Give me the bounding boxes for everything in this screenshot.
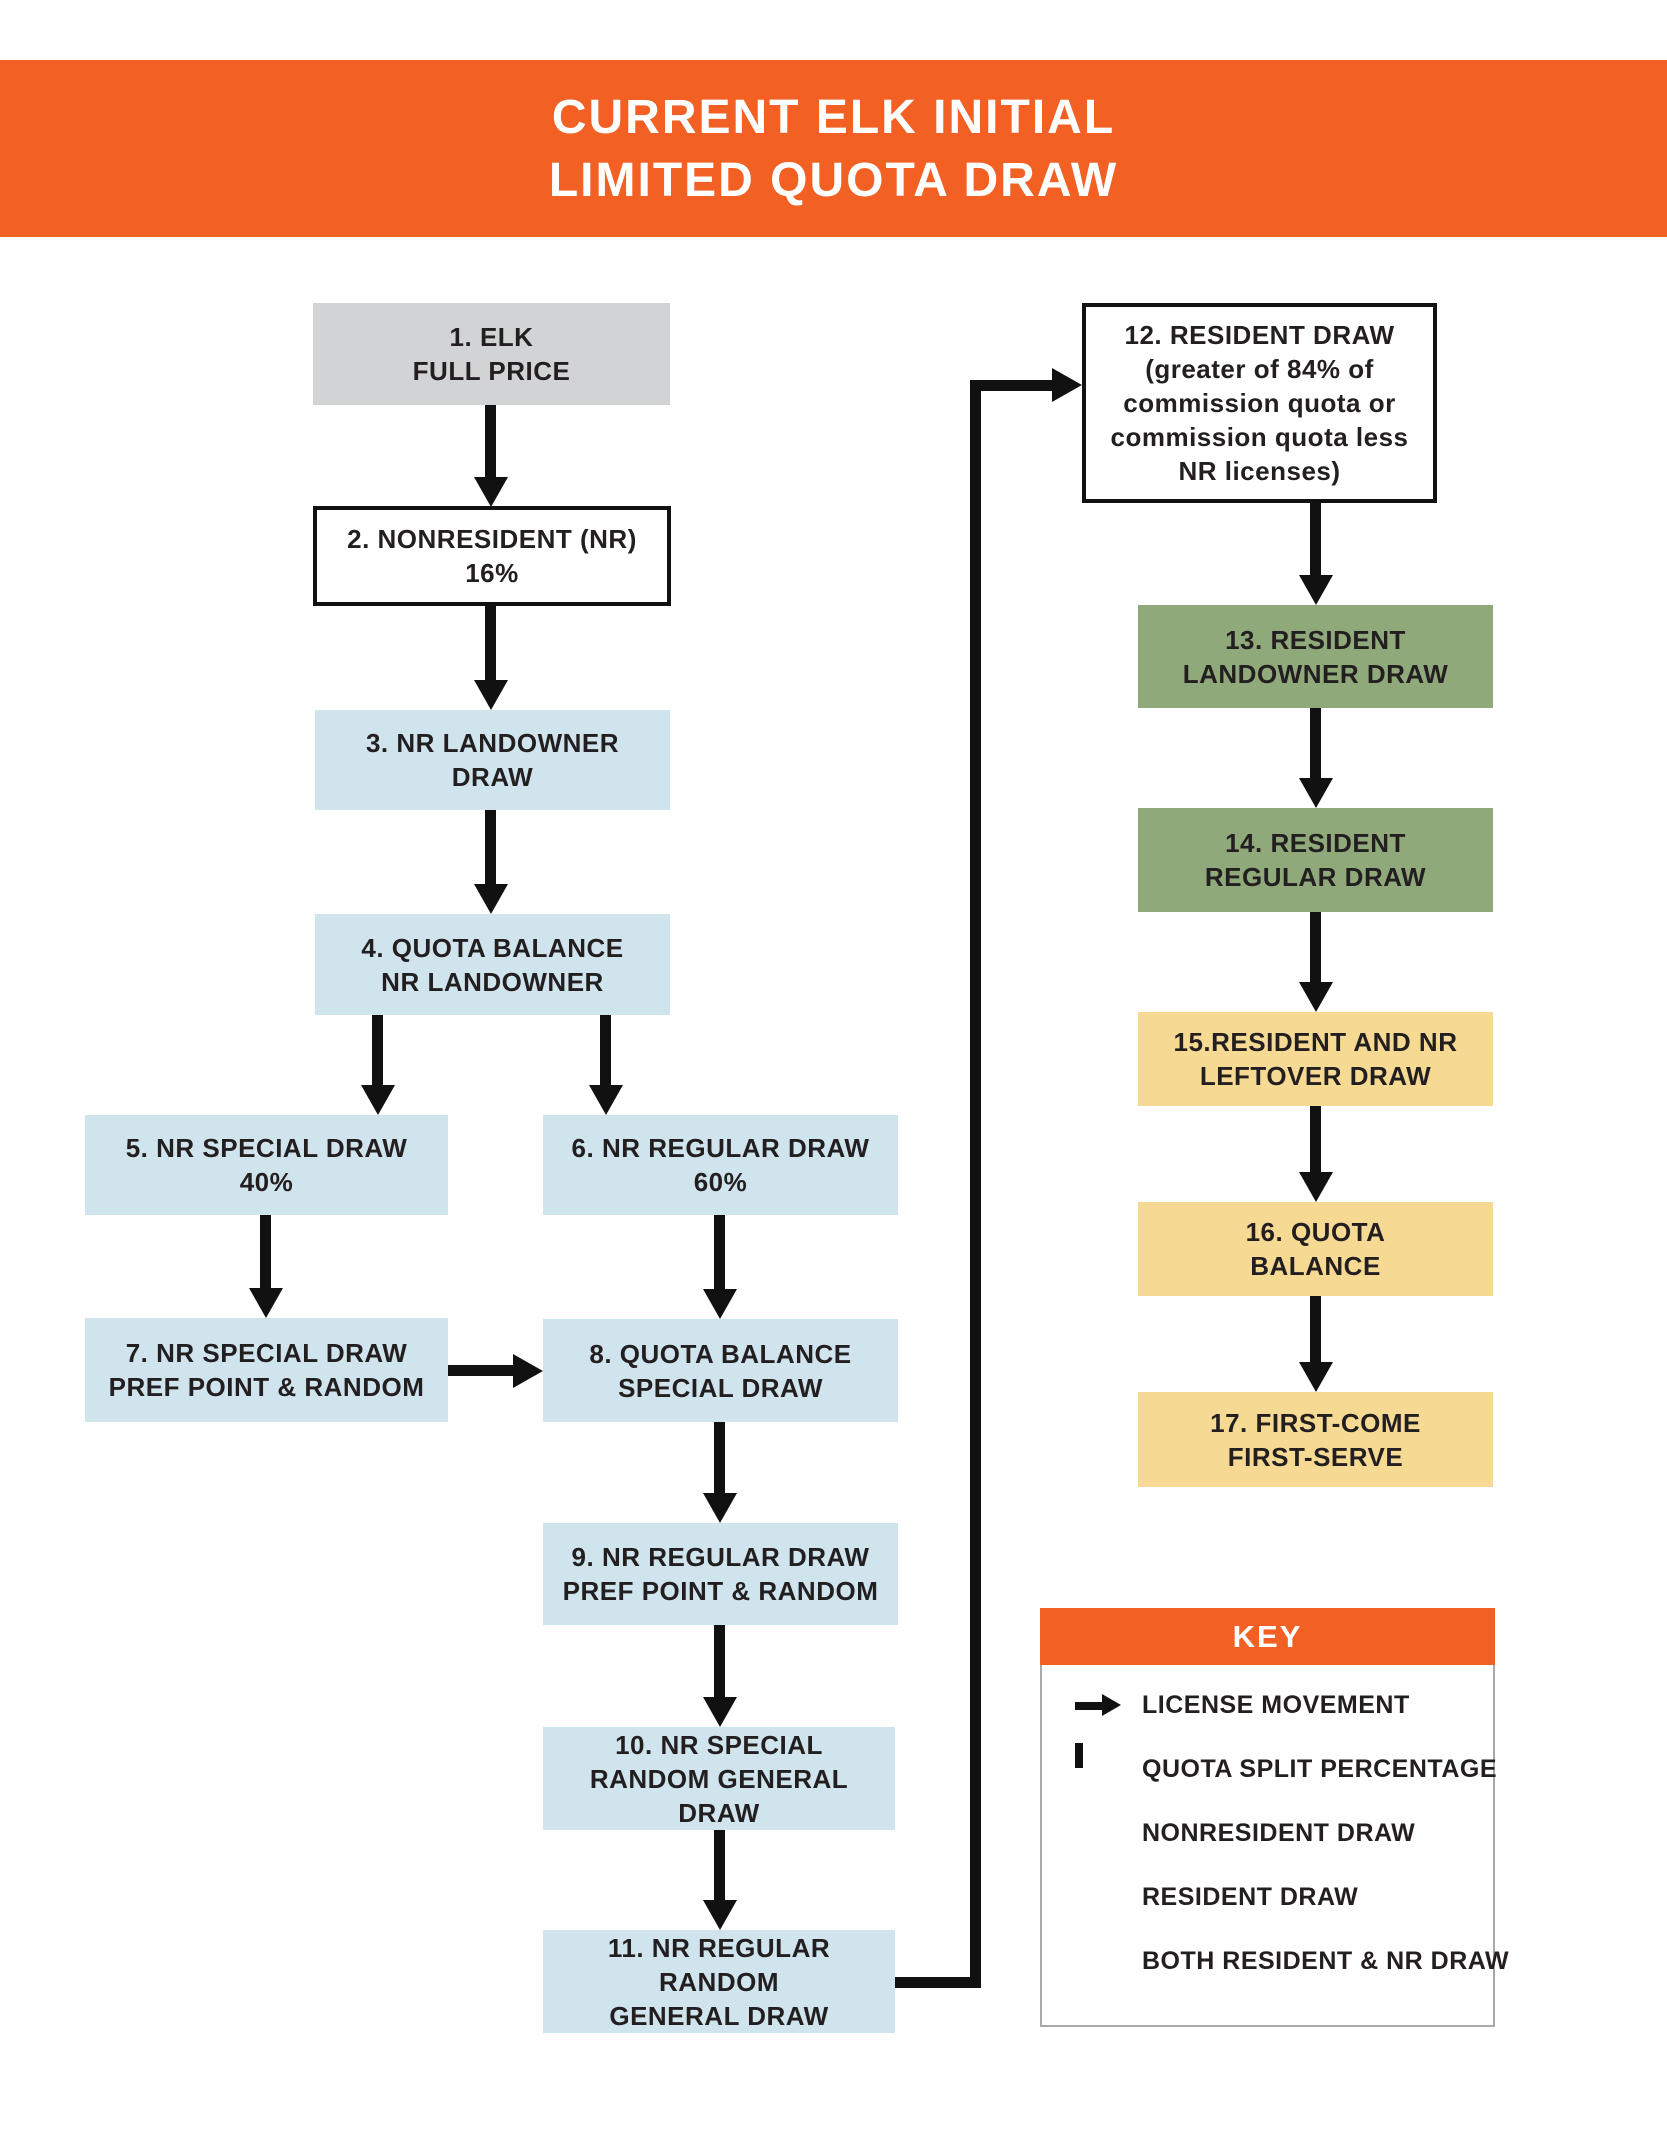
flow-box-17-line1: 17. FIRST-COME [1210,1407,1421,1438]
flow-box-16-line1: 16. QUOTA [1245,1217,1386,1247]
flow-box-11-line2: RANDOM [659,1966,779,1997]
arrow-down-icon-box14-box15 [1299,912,1333,1012]
flow-box-12-line4: commission quota less [1110,422,1409,452]
arrow-down-icon-box8-box9 [703,1422,737,1523]
flow-box-2-nonresident [313,506,671,606]
flow-box-12-line2: (greater of 84% of [1145,354,1374,384]
flow-box-15-resident-nr-leftover-draw [1138,1012,1493,1106]
flow-box-12-line5: NR licenses) [1178,456,1341,486]
legend-label: QUOTA SPLIT PERCENTAGE [1142,1754,1497,1783]
legend-item-quota-split [1075,1737,1497,1801]
flow-box-6-line1: 6. NR REGULAR DRAW [571,1133,870,1163]
flow-box-6-line2: 60% [693,1167,748,1197]
flow-box-14-line2: REGULAR DRAW [1204,862,1427,892]
flow-box-4-quota-balance-nr-landowner [315,914,670,1015]
legend-title: KEY [1040,1608,1495,1665]
flow-box-10-line3: DRAW [678,1797,760,1828]
arrow-down-icon-box6-box8 [703,1215,737,1319]
arrow-right-icon-into-box12 [1052,368,1082,402]
flow-box-10-line1: 10. NR SPECIAL [615,1729,823,1760]
arrow-down-icon-box16-box17 [1299,1296,1333,1392]
arrow-down-icon-box13-box14 [1299,708,1333,808]
flow-box-14-resident-regular-draw [1138,808,1493,912]
legend-item-nonresident-draw [1075,1801,1489,1865]
flow-box-1-line1: 1. ELK [449,322,534,352]
flow-box-7-nr-special-pref-point [85,1318,448,1422]
connector-box11-top-segment [970,380,1052,391]
flow-box-17-line2: FIRST-SERVE [1227,1441,1404,1472]
flow-box-3-line2: DRAW [451,762,534,792]
white-square-swatch-icon [1075,1743,1083,1768]
flow-box-3-line1: 3. NR LANDOWNER [365,728,620,758]
page-title-line1: CURRENT ELK INITIAL [551,90,1116,144]
legend-item-both-draw [1075,1929,1510,1993]
arrow-down-icon-box1-box2 [474,405,508,507]
flow-box-9-line1: 9. NR REGULAR DRAW [571,1542,870,1572]
flow-box-7-line2: PREF POINT & RANDOM [108,1372,425,1402]
arrow-down-icon-box12-box13 [1299,503,1333,605]
legend-body [1040,1665,1510,2027]
flow-box-9-line2: PREF POINT & RANDOM [562,1576,879,1606]
flow-box-1-elk-full-price [313,303,670,405]
arrow-right-icon [1075,1683,1120,1728]
flow-box-2-line1: 2. NONRESIDENT (NR) [347,524,637,554]
arrow-down-icon-box5-box7 [249,1215,283,1318]
arrow-down-icon-box15-box16 [1299,1106,1333,1202]
page-title-line2: LIMITED QUOTA DRAW [548,153,1119,207]
flow-box-6-nr-regular-draw [543,1115,898,1215]
flow-box-12-line3: commission quota or [1123,388,1396,418]
flow-box-2-line2: 16% [465,558,519,588]
flow-box-5-line1: 5. NR SPECIAL DRAW [125,1133,408,1163]
legend-label: LICENSE MOVEMENT [1142,1690,1410,1719]
flow-box-8-line1: 8. QUOTA BALANCE [589,1338,852,1369]
flow-box-16-quota-balance [1138,1202,1493,1296]
legend-label: BOTH RESIDENT & NR DRAW [1142,1946,1510,1975]
flow-box-13-line1: 13. RESIDENT [1225,624,1406,655]
arrow-down-icon-box10-box11 [703,1830,737,1930]
flow-box-1-line2: FULL PRICE [412,356,571,386]
flow-box-15-line2: LEFTOVER DRAW [1199,1061,1432,1091]
legend [1040,1608,1510,2027]
flow-box-8-line2: SPECIAL DRAW [618,1372,823,1403]
connector-box11-vertical-segment [970,380,981,1988]
flow-box-13-resident-landowner-draw [1138,605,1493,708]
arrow-down-icon-box9-box10 [703,1625,737,1727]
flow-box-9-nr-regular-pref-point [543,1523,898,1625]
flow-box-11-line1: 11. NR REGULAR [607,1932,831,1963]
flow-box-7-line1: 7. NR SPECIAL DRAW [125,1338,408,1368]
connector-box11-bottom-segment [895,1977,981,1988]
legend-item-resident-draw [1075,1865,1489,1929]
title-banner [0,60,1667,237]
flow-box-13-line2: LANDOWNER DRAW [1182,658,1449,689]
flow-box-12-line1: 12. RESIDENT DRAW [1124,320,1395,350]
flow-box-5-line2: 40% [239,1167,294,1197]
flow-box-17-first-come-first-serve [1138,1392,1493,1487]
flow-box-11-nr-regular-random-general [543,1930,895,2033]
flow-box-12-resident-draw [1082,303,1437,503]
arrow-right-icon-box7-box8 [448,1354,543,1388]
arrow-down-icon-box2-box3 [474,606,508,710]
flow-box-4-line2: NR LANDOWNER [381,966,604,997]
flow-box-3-nr-landowner-draw [315,710,670,810]
flow-box-16-line2: BALANCE [1250,1251,1381,1281]
flow-box-11-line3: GENERAL DRAW [609,2000,829,2031]
legend-item-license-movement [1075,1673,1489,1737]
legend-label: RESIDENT DRAW [1142,1882,1359,1911]
arrow-down-icon-box4-box5 [361,1015,395,1115]
flow-box-5-nr-special-draw [85,1115,448,1215]
arrow-down-icon-box4-box6 [589,1015,623,1115]
arrow-down-icon-box3-box4 [474,810,508,914]
flow-box-14-line1: 14. RESIDENT [1225,828,1406,858]
flow-box-4-line1: 4. QUOTA BALANCE [361,932,624,963]
legend-label: NONRESIDENT DRAW [1142,1818,1416,1847]
flow-box-15-line1: 15.RESIDENT AND NR [1173,1027,1458,1057]
flow-box-10-nr-special-random-general [543,1727,895,1830]
flow-box-8-quota-balance-special-draw [543,1319,898,1422]
flow-box-10-line2: RANDOM GENERAL [589,1763,849,1794]
